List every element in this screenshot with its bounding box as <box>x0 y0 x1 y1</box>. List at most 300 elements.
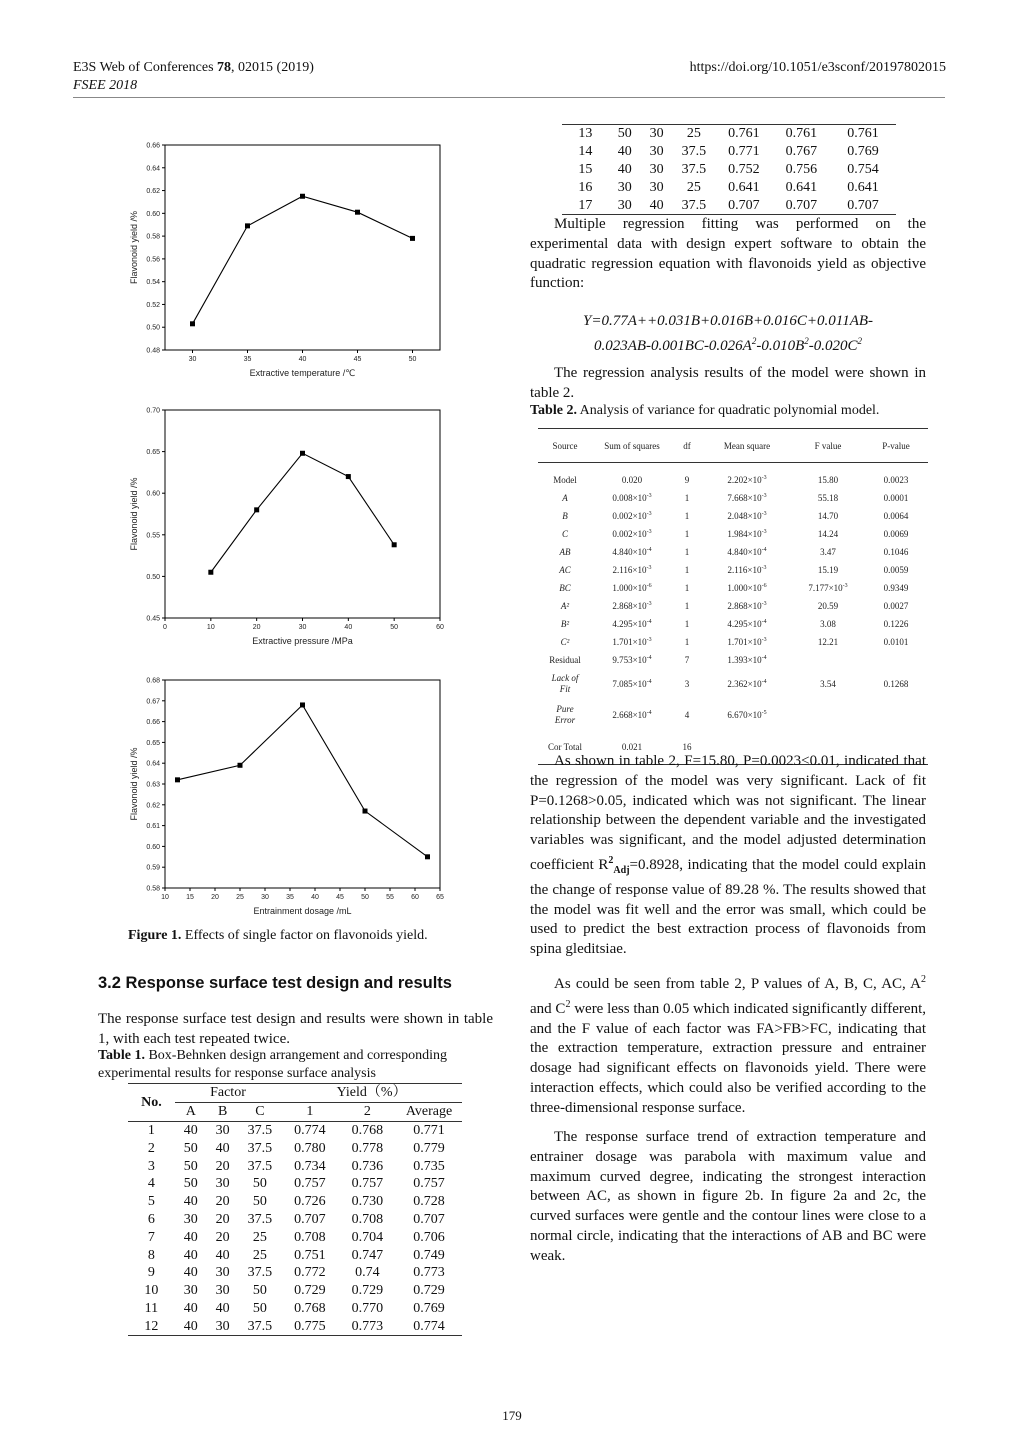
x-tick-label: 40 <box>298 356 307 363</box>
table-cell: 37.5 <box>247 1211 273 1227</box>
data-point <box>346 474 351 479</box>
table-cell: 30 <box>215 1283 230 1299</box>
y-tick-label: 0.65 <box>146 449 160 457</box>
x-tick-label: 50 <box>390 624 399 631</box>
table-cell: 0.752 <box>728 161 760 177</box>
table-cell: 50 <box>183 1140 198 1156</box>
table2-cell <box>792 700 864 731</box>
table2-cell: 1 <box>684 618 690 629</box>
table-row <box>128 1175 462 1193</box>
doi-link[interactable]: https://doi.org/10.1051/e3sconf/20197802015 <box>689 60 946 75</box>
table2-cell: 12.21 <box>817 636 839 647</box>
table2-cell: 4 <box>684 710 690 720</box>
table2-row <box>538 471 928 489</box>
table-cell: 30 <box>215 1318 230 1334</box>
table-cell: 9 <box>147 1265 155 1281</box>
y-tick-label: 0.55 <box>146 532 160 540</box>
table2-cell: 1 <box>684 546 690 557</box>
table2-cell: 1 <box>684 492 690 503</box>
y-tick-label: 0.54 <box>146 279 160 287</box>
table-cell: 20 <box>215 1211 230 1227</box>
table2-cell: AC <box>559 564 571 575</box>
table-cell: 0.707 <box>728 197 760 213</box>
section-title: 3.2 Response surface test design and results <box>98 974 452 992</box>
table-row <box>128 1139 462 1157</box>
table2-cell: Model <box>553 474 577 485</box>
table-cell: 40 <box>649 197 664 213</box>
x-tick-label: 40 <box>344 624 353 631</box>
table-cell: 25 <box>686 126 701 142</box>
x-tick-label: 10 <box>206 624 215 631</box>
table-cell: 17 <box>578 197 593 213</box>
table2-cell: $4.840\times 10^{-4}$ <box>727 546 767 557</box>
table-cell: 7 <box>147 1229 155 1245</box>
table-row <box>128 1211 462 1229</box>
table-cell: 0.761 <box>847 126 879 142</box>
table-cell: 0.734 <box>294 1158 326 1174</box>
table-cell: 0.704 <box>351 1229 384 1245</box>
table2-cell: 15.80 <box>817 474 839 485</box>
col-factor: Factor <box>175 1084 281 1103</box>
table2-cell: $1.984\times 10^{-3}$ <box>727 528 767 539</box>
table2-cell <box>792 651 864 669</box>
y-tick-label: 0.62 <box>146 188 160 196</box>
conference-name: FSEE 2018 <box>73 78 138 93</box>
table-cell: 0.735 <box>413 1158 445 1174</box>
table2-cell: 0.0023 <box>883 474 909 485</box>
table-row <box>562 178 896 196</box>
table-cell: 20 <box>215 1229 230 1245</box>
series-line <box>178 705 428 857</box>
table-cell: 40 <box>215 1247 230 1263</box>
col-average: Average <box>396 1102 462 1121</box>
table2-row <box>538 579 928 597</box>
para-could-be-seen: As could be seen from table 2, P values of A, B, C, AC, $A^2$ and $C^2$ were less than 0.05 which indicated significantly different, and the F value of each factor was FA>FB>FC, indicating that the extraction temperature, extraction pressure and entrainer dosage had significant effects on flavonoids yield. There were interaction effects, which could also be verified according to the three-dimensional response surface. <box>530 974 927 1116</box>
table2-cell: A² <box>560 600 570 611</box>
table-cell: 40 <box>215 1300 230 1316</box>
y-tick-label: 0.45 <box>146 615 160 623</box>
data-point <box>300 194 305 199</box>
x-tick-label: 55 <box>386 894 394 901</box>
table-cell: 0.756 <box>785 161 818 177</box>
table2-cell: 14.24 <box>817 528 839 539</box>
data-point <box>190 321 195 326</box>
table2-cell: 14.70 <box>817 510 839 521</box>
x-tick-label: 15 <box>186 894 194 901</box>
table-cell: 15 <box>578 161 593 177</box>
table2-cell: Cor Total <box>538 731 592 765</box>
table-cell: 1 <box>147 1122 155 1138</box>
table-cell: 0.729 <box>294 1283 326 1299</box>
table2-cell: $7.085\times 10^{-4}$ <box>612 679 652 689</box>
table-row <box>128 1317 462 1335</box>
table-row <box>562 161 896 179</box>
table-cell: 0.641 <box>728 179 760 195</box>
y-tick-label: 0.58 <box>146 233 160 241</box>
table2-cell: 3.54 <box>820 679 836 689</box>
table-cell: 0.768 <box>294 1300 326 1316</box>
header-rule <box>73 97 945 98</box>
table-cell: 0.707 <box>413 1211 445 1227</box>
table2-cell: Pure Error <box>554 704 576 725</box>
y-tick-label: 0.68 <box>146 677 160 685</box>
data-point <box>300 702 305 707</box>
table-cell: 0.641 <box>847 179 879 195</box>
table-cell: 0.775 <box>294 1318 326 1334</box>
data-point <box>208 570 213 575</box>
table-cell: 50 <box>183 1176 198 1192</box>
col-no: No. <box>128 1084 175 1122</box>
table2-cell <box>864 651 928 669</box>
x-tick-label: 50 <box>408 356 417 363</box>
table-cell: 0.774 <box>413 1318 445 1334</box>
x-tick-label: 10 <box>161 894 169 901</box>
y-tick-label: 0.61 <box>146 823 160 831</box>
table2-cell: 3.08 <box>820 618 836 629</box>
table-cell: 0.761 <box>785 126 818 142</box>
y-tick-label: 0.50 <box>146 573 160 581</box>
y-axis-label: Flavonoid yield /% <box>129 210 139 285</box>
table2-cell: $2.202\times 10^{-3}$ <box>727 474 767 485</box>
table2-cell: 7 <box>684 654 690 665</box>
table-row <box>128 1282 462 1300</box>
table2-cell: 0.9349 <box>883 582 909 593</box>
table-cell: 37.5 <box>247 1158 273 1174</box>
table2-cell: 0.1268 <box>883 679 909 689</box>
table2-cell: 9 <box>684 474 690 485</box>
y-tick-label: 0.66 <box>146 142 160 150</box>
data-point <box>392 542 397 547</box>
table-cell: 0.726 <box>294 1194 326 1210</box>
table-cell: 0.707 <box>847 197 879 213</box>
table-cell: 0.641 <box>785 179 818 195</box>
table-cell: 13 <box>578 126 593 142</box>
table2-cell: B <box>562 510 568 521</box>
table-cell: 0.74 <box>355 1265 380 1281</box>
table-cell: 6 <box>147 1211 155 1227</box>
y-tick-label: 0.60 <box>146 843 160 851</box>
table-row <box>128 1300 462 1318</box>
table-cell: 25 <box>252 1229 267 1245</box>
y-tick-label: 0.56 <box>146 256 160 264</box>
table-cell: 3 <box>147 1158 155 1174</box>
table-cell: 30 <box>215 1122 230 1138</box>
table-cell: 0.747 <box>351 1247 384 1263</box>
series-line <box>193 196 413 324</box>
table2-cell: 0.0064 <box>883 510 909 521</box>
y-tick-label: 0.58 <box>146 885 160 893</box>
temperature-chart <box>120 135 460 385</box>
table2-cell: 0.1226 <box>883 618 909 629</box>
table-cell: 40 <box>183 1247 198 1263</box>
table2-row <box>538 669 928 700</box>
table2-cell: $4.840\times 10^{-4}$ <box>612 546 652 557</box>
col-yield: Yield（%） <box>281 1084 462 1103</box>
para-regression-analysis: The regression analysis results of the model were shown in table 2. <box>530 365 926 401</box>
col-b: B <box>207 1102 239 1121</box>
table2-cell: Residual <box>549 654 581 665</box>
table2-row <box>538 507 928 525</box>
table-cell: 30 <box>183 1211 198 1227</box>
table-cell: 30 <box>649 144 664 160</box>
table-cell: 40 <box>617 144 632 160</box>
table-cell: 30 <box>215 1176 230 1192</box>
table-cell: 50 <box>617 126 632 142</box>
table2-row <box>538 525 928 543</box>
table2-cell: $6.670\times 10^{-5}$ <box>727 710 767 720</box>
table2-cell: $2.868\times 10^{-3}$ <box>727 600 767 611</box>
table-cell: 37.5 <box>681 161 707 177</box>
table2-cell: 0.0001 <box>883 492 909 503</box>
table-cell: 40 <box>183 1318 198 1334</box>
col-c: C <box>239 1102 282 1121</box>
table2-cell: $4.295\times 10^{-4}$ <box>727 618 767 629</box>
table-cell: 40 <box>183 1194 198 1210</box>
x-tick-label: 35 <box>243 356 252 363</box>
table-cell: 40 <box>183 1265 198 1281</box>
table2-cell: $4.295\times 10^{-4}$ <box>612 618 652 629</box>
para-as-shown: As shown in table 2, F=15.80, P=0.0023<0.01, indicated that the regression of the model was very significant. Lack of fit P=0.1268>0.05, indicated which was not significant. The linear relationship between the dependent variable and the investigated variables was significant, and the model adjusted determination coefficient $R^2_{Adj}=0.8928$, indicating that the model could explain the change of response value of 89.28 %. The results showed that the model was fit well and the error was small, which could be used to predict the best extraction process of flavonoids from spina gleditsiae. <box>530 753 927 958</box>
table-cell: 30 <box>649 179 664 195</box>
table1-caption: Table 1. Box-Behnken design arrangement and corresponding experimental results for response surface analysis <box>98 1048 448 1081</box>
table-cell: 30 <box>617 179 632 195</box>
table2-row <box>538 615 928 633</box>
y-tick-label: 0.63 <box>146 781 160 789</box>
table-cell: 0.736 <box>351 1158 384 1174</box>
x-tick-label: 0 <box>163 624 167 631</box>
table2-cell: $0.008\times 10^{-3}$ <box>612 492 652 503</box>
table-cell: 0.754 <box>847 161 879 177</box>
table-cell: 16 <box>578 179 593 195</box>
y-tick-label: 0.64 <box>146 760 160 768</box>
plot-frame <box>165 145 440 350</box>
table-row <box>562 125 896 143</box>
x-tick-label: 45 <box>353 356 362 363</box>
y-tick-label: 0.64 <box>146 165 160 173</box>
y-tick-label: 0.59 <box>146 864 160 872</box>
y-tick-label: 0.70 <box>146 407 160 415</box>
table2-row <box>538 543 928 561</box>
table2-cell: $1.701\times 10^{-3}$ <box>727 636 767 647</box>
y-tick-label: 0.65 <box>146 739 160 747</box>
table2-cell: $1.000\times 10^{-6}$ <box>727 582 767 593</box>
table2-cell: 1 <box>684 510 690 521</box>
table2-cell: 1 <box>684 600 690 611</box>
data-point <box>355 210 360 215</box>
col-2: 2 <box>339 1102 396 1121</box>
table2-header: Sum of squares <box>592 429 672 463</box>
table-cell: 0.707 <box>294 1211 326 1227</box>
table2-cell: 0.0101 <box>883 636 909 647</box>
table2-cell: 0.021 <box>592 731 672 765</box>
para-rs-design: The response surface test design and results were shown in table 1, with each test repeated twice. <box>98 1011 493 1047</box>
table2-cell: $2.668\times 10^{-4}$ <box>612 710 652 720</box>
table-cell: 37.5 <box>681 197 707 213</box>
table-cell: 0.778 <box>351 1140 384 1156</box>
table-cell: 50 <box>252 1176 267 1192</box>
table2-cell: $0.002\times 10^{-3}$ <box>612 528 652 539</box>
figure-caption: Figure 1. Effects of single factor on flavonoids yield. <box>128 928 428 943</box>
table2-row <box>538 489 928 507</box>
table2-header: Mean square <box>702 429 792 463</box>
entrainment-chart <box>120 670 460 923</box>
x-tick-label: 50 <box>361 894 369 901</box>
table-cell: 0.773 <box>413 1265 445 1281</box>
table2-cell: 1 <box>684 582 690 593</box>
table-cell: 0.780 <box>294 1140 326 1156</box>
table-cell: 12 <box>144 1318 159 1334</box>
table-cell: 25 <box>252 1247 267 1263</box>
table2-row <box>538 651 928 669</box>
table2-header: P-value <box>864 429 928 463</box>
x-tick-label: 20 <box>252 624 261 631</box>
table2-row <box>538 597 928 615</box>
plot-frame <box>165 410 440 618</box>
table2-cell: 15.19 <box>817 564 839 575</box>
table2-header: Source <box>538 429 592 463</box>
table-cell: 50 <box>252 1300 267 1316</box>
table2-cell: $1.701\times 10^{-3}$ <box>612 636 652 647</box>
table-row <box>128 1193 462 1211</box>
y-tick-label: 0.60 <box>146 210 160 218</box>
data-point <box>254 507 259 512</box>
table-row <box>128 1264 462 1282</box>
table2-cell: 0.020 <box>621 474 643 485</box>
x-axis-label: Extractive pressure /MPa <box>252 636 353 646</box>
table2-cell: BC <box>559 582 571 593</box>
table-cell: 0.729 <box>413 1283 445 1299</box>
table2-cell: 1 <box>684 636 690 647</box>
table-cell: 0.751 <box>294 1247 326 1263</box>
data-point <box>238 763 243 768</box>
data-point <box>410 236 415 241</box>
table2-cell: $1.000\times 10^{-6}$ <box>612 582 652 593</box>
table-cell: 0.773 <box>351 1318 384 1334</box>
table-cell: 40 <box>183 1122 198 1138</box>
table-cell: 2 <box>147 1140 155 1156</box>
x-tick-label: 25 <box>236 894 244 901</box>
regression-equation: Y=0.77A++0.031B+0.016B+0.016C+0.011AB- $0.023AB-0.001BC-0.026A^2-0.010B^2-0.020C^2$ <box>582 313 874 354</box>
table-cell: 5 <box>147 1194 155 1210</box>
col-a: A <box>175 1102 207 1121</box>
table-cell: 0.779 <box>413 1140 445 1156</box>
y-tick-label: 0.52 <box>146 301 160 309</box>
table-cell: 0.768 <box>351 1122 384 1138</box>
page-number: 179 <box>502 1408 522 1423</box>
journal-line: E3S Web of Conferences 78, 02015 (2019) <box>73 60 314 75</box>
data-point <box>363 809 368 814</box>
table-cell: 8 <box>147 1247 155 1263</box>
table-cell: 0.708 <box>294 1229 326 1245</box>
y-tick-label: 0.50 <box>146 324 160 332</box>
x-tick-label: 45 <box>336 894 344 901</box>
y-tick-label: 0.48 <box>146 347 160 355</box>
table2-header: df <box>672 429 702 463</box>
table-cell: 25 <box>686 179 701 195</box>
table2-cell: C <box>561 528 568 539</box>
y-tick-label: 0.62 <box>146 802 160 810</box>
data-point <box>175 777 180 782</box>
table-cell: 4 <box>147 1176 155 1192</box>
table2-cell: 0.0027 <box>883 600 909 611</box>
table2-cell: 0.0069 <box>883 528 909 539</box>
table1-continued <box>562 124 896 215</box>
table-cell: 37.5 <box>247 1265 273 1281</box>
table-cell: 0.774 <box>294 1122 326 1138</box>
table2-row <box>538 633 928 651</box>
col-1: 1 <box>281 1102 338 1121</box>
table-cell: 14 <box>578 144 593 160</box>
table-cell: 37.5 <box>681 144 707 160</box>
table2-cell: 55.18 <box>817 492 839 503</box>
table2-cell: $2.116\times 10^{-3}$ <box>612 564 652 575</box>
table2-cell <box>864 700 928 731</box>
table2-cell: Lack of Fit <box>551 673 579 694</box>
table-cell: 0.708 <box>351 1211 384 1227</box>
table2-cell: 0.1046 <box>883 546 909 557</box>
table-cell: 0.770 <box>351 1300 384 1316</box>
table2-cell: $7.668\times 10^{-3}$ <box>727 492 767 503</box>
table-cell: 0.771 <box>728 144 760 160</box>
table1 <box>128 1083 462 1336</box>
table2-row <box>538 561 928 579</box>
table2-cell: C² <box>560 636 570 647</box>
x-tick-label: 60 <box>436 624 444 631</box>
x-axis-label: Extractive temperature /℃ <box>249 368 356 378</box>
table-cell: 30 <box>617 197 632 213</box>
x-tick-label: 30 <box>261 894 269 901</box>
x-axis-label: Entrainment dosage /mL <box>253 906 352 916</box>
table2-cell: 0.0059 <box>883 564 909 575</box>
x-tick-label: 30 <box>298 624 307 631</box>
para-response-trend: The response surface trend of extraction temperature and entrainer dosage was parabola with maximum value and maximum curved degree, indicating the strongest interaction between AC, as shown in figure 2b. In figure 2a and 2c, the curved surfaces were gentle and the contour lines were close to a normal circle, indicating that the interactions of AB and BC were weak. <box>530 1129 926 1264</box>
x-tick-label: 40 <box>311 894 319 901</box>
table2-cell: $7.177\times 10^{-3}$ <box>808 582 848 593</box>
table-row <box>562 143 896 161</box>
x-tick-label: 30 <box>188 356 197 363</box>
table2-cell: A <box>562 492 568 503</box>
table-cell: 0.757 <box>351 1176 384 1192</box>
y-tick-label: 0.66 <box>146 719 160 727</box>
table-cell: 37.5 <box>247 1122 273 1138</box>
table-row <box>128 1121 462 1139</box>
table-cell: 50 <box>252 1194 267 1210</box>
table-cell: 50 <box>252 1283 267 1299</box>
table-cell: 11 <box>144 1300 159 1316</box>
table2-cell: 1 <box>684 528 690 539</box>
table-row <box>128 1157 462 1175</box>
table2-cell: $0.002\times 10^{-3}$ <box>612 510 652 521</box>
y-tick-label: 0.67 <box>146 698 160 706</box>
data-point <box>300 451 305 456</box>
table2-cell: B² <box>560 618 570 629</box>
table2-row <box>538 700 928 731</box>
series-line <box>211 453 394 572</box>
x-tick-label: 60 <box>411 894 419 901</box>
table-cell: 0.769 <box>413 1300 445 1316</box>
table-cell: 0.749 <box>413 1247 445 1263</box>
pressure-chart <box>120 400 460 653</box>
table-cell: 0.729 <box>351 1283 384 1299</box>
table-cell: 0.772 <box>294 1265 326 1281</box>
table-cell: 0.706 <box>413 1229 445 1245</box>
table-cell: 0.769 <box>847 144 879 160</box>
table-cell: 40 <box>215 1140 230 1156</box>
table2-cell: 20.59 <box>817 600 839 611</box>
table-cell: 10 <box>144 1283 159 1299</box>
table-cell: 40 <box>183 1229 198 1245</box>
x-tick-label: 65 <box>436 894 444 901</box>
